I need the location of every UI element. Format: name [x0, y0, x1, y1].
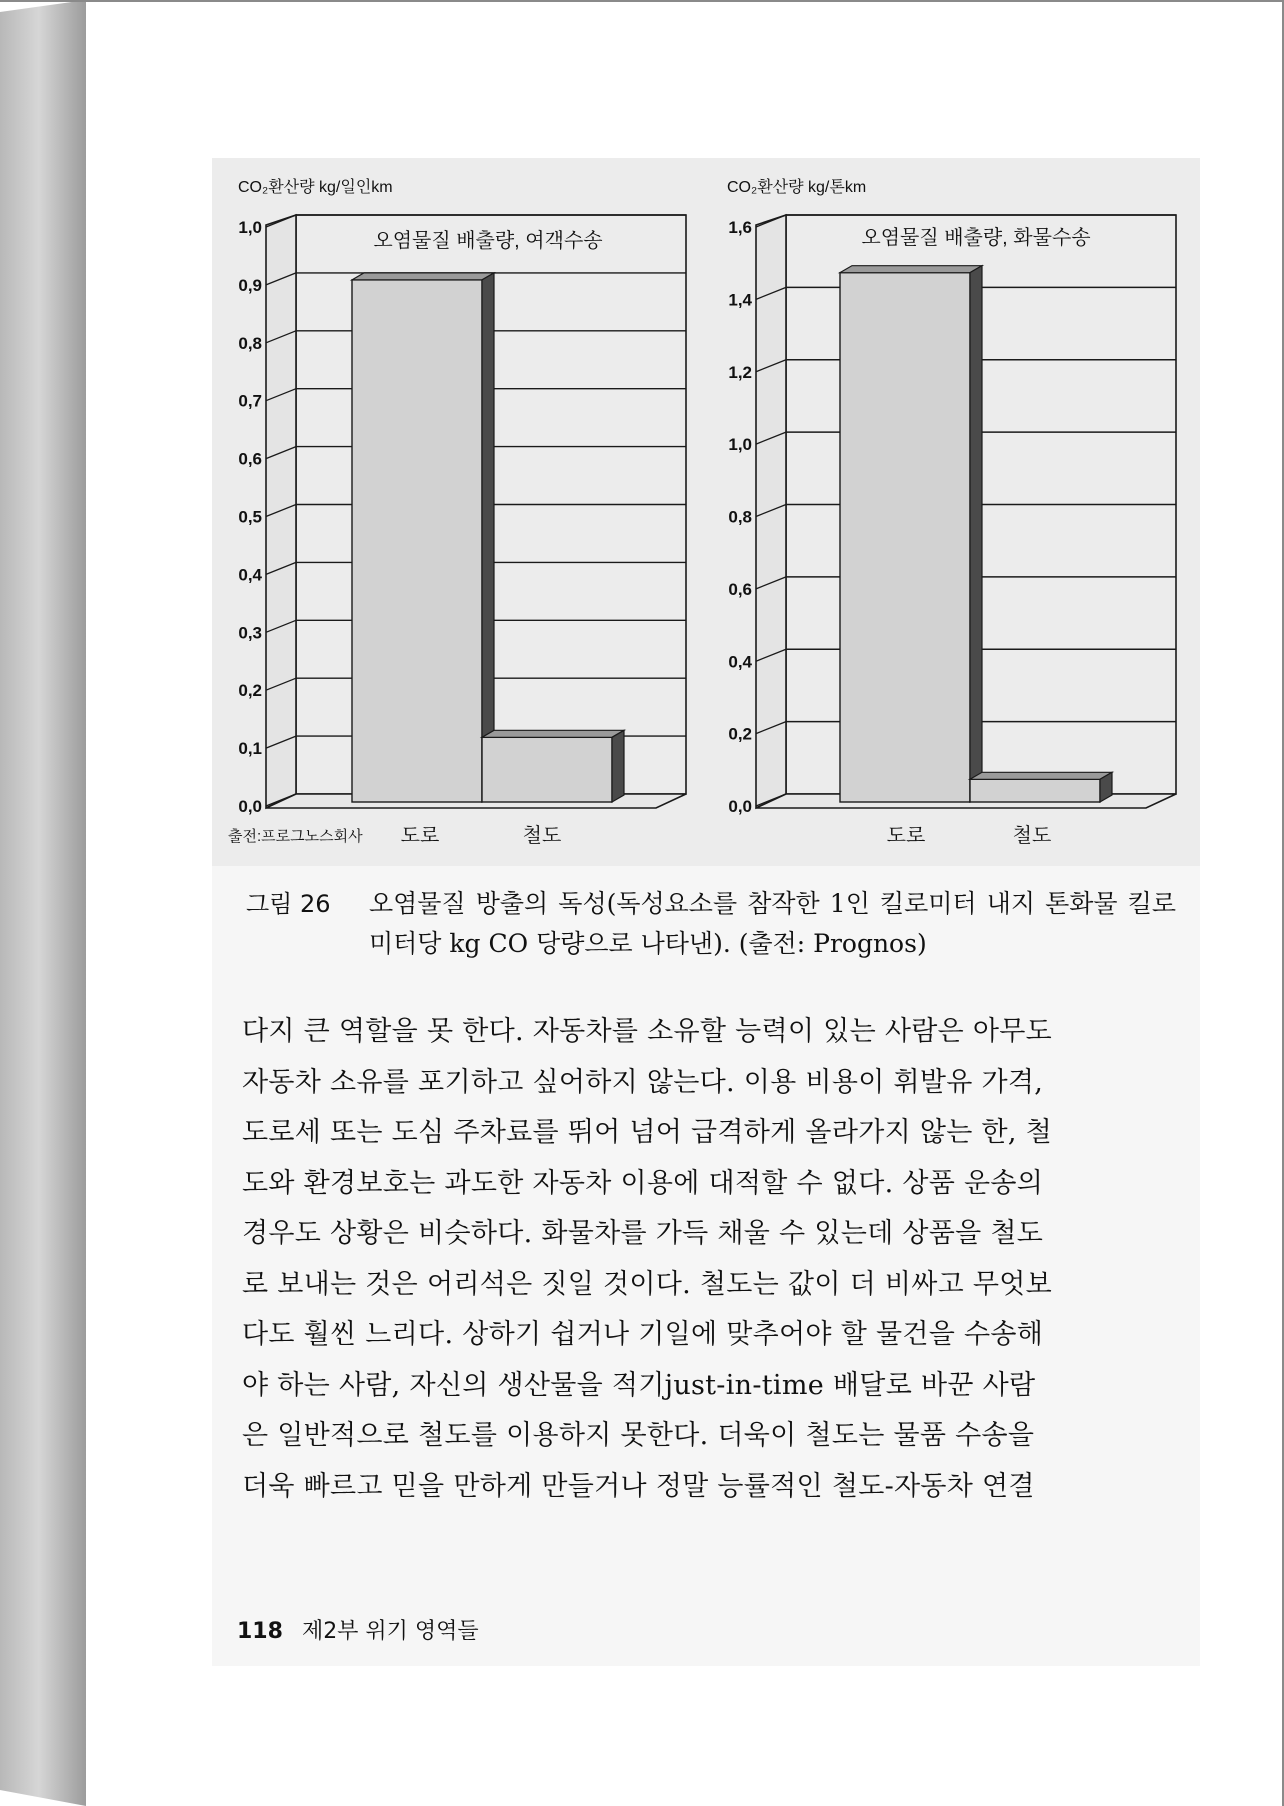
y-tick-label: 0,4: [238, 565, 262, 585]
x-category-label: 도로: [400, 825, 440, 847]
y-tick-label: 0,6: [728, 579, 752, 599]
body-line: 도로세 또는 도심 주차료를 뛰어 넘어 급격하게 올라가지 않는 한, 철: [242, 1117, 1053, 1148]
bar-도로: [352, 280, 482, 802]
bar-top-face: [970, 772, 1112, 779]
section-title: 제2부 위기 영역들: [301, 1619, 479, 1644]
y-tick-label: 0,7: [238, 391, 262, 411]
y-tick-label: 1,6: [728, 218, 752, 237]
y-axis-label: CO₂환산량 kg/일인km: [238, 179, 393, 196]
page-number: 118: [237, 1619, 283, 1644]
body-paragraph: [242, 1007, 1160, 1512]
freight-chart: [756, 215, 1176, 808]
y-tick-label: 1,0: [728, 435, 752, 455]
body-line: 야 하는 사람, 자신의 생산물을 적기just-in-time 배달로 바꾼 사람: [242, 1369, 1036, 1401]
bar-top-face: [840, 266, 982, 273]
bar-top-face: [352, 273, 494, 280]
y-tick-label: 1,0: [238, 218, 262, 237]
y-tick-label: 0,0: [728, 797, 752, 816]
y-tick-label: 0,5: [238, 507, 262, 527]
chart-title: 오염물질 배출량, 화물수송: [861, 227, 1091, 249]
body-line: 도와 환경보호는 과도한 자동차 이용에 대적할 수 없다. 상품 운송의: [242, 1167, 1044, 1199]
bar-철도: [970, 779, 1100, 802]
page-footer: [237, 1614, 479, 1645]
bar-도로: [840, 273, 970, 802]
x-category-label: 철도: [1012, 825, 1052, 847]
caption-text: 오염물질 방출의 독성(독성요소를 참작한 1인 킬로미터 내지 톤화물 킬로미터당 kg CO 당량으로 나타낸). (출전: Prognos): [369, 889, 1176, 958]
y-tick-label: 0,2: [728, 724, 752, 744]
body-line: 더욱 빠르고 믿을 만하게 만들거나 정말 능률적인 철도-자동차 연결: [242, 1470, 1035, 1502]
source-note: 출전:프로그노스회사: [228, 828, 363, 845]
y-tick-label: 0,2: [238, 681, 262, 701]
y-tick-label: 1,4: [728, 290, 752, 310]
x-category-label: 도로: [886, 825, 926, 847]
y-tick-label: 0,4: [728, 652, 752, 672]
body-line: 자동차 소유를 포기하고 싶어하지 않는다. 이용 비용이 휘발유 가격,: [242, 1066, 1044, 1098]
y-tick-label: 0,1: [238, 739, 262, 759]
body-line: 로 보내는 것은 어리석은 짓일 것이다. 철도는 값이 더 비싸고 무엇보: [242, 1268, 1053, 1300]
y-tick-label: 0,6: [238, 449, 262, 469]
bar-side-face: [970, 266, 982, 802]
figure-caption: [246, 884, 1176, 964]
body-line: 다도 훨씬 느리다. 상하기 쉽거나 기일에 맞추어야 할 물건을 수송해: [242, 1319, 1044, 1350]
body-line: 경우도 상황은 비슷하다. 화물차를 가득 채울 수 있는데 상품을 철도: [242, 1218, 1044, 1249]
bar-side-face: [482, 273, 494, 802]
y-tick-label: 1,2: [728, 362, 752, 382]
bar-side-face: [612, 730, 624, 802]
body-line: 다지 큰 역할을 못 한다. 자동차를 소유할 능력이 있는 사람은 아무도: [242, 1016, 1053, 1047]
chart-side-wall: [756, 215, 786, 808]
bar-철도: [482, 737, 612, 802]
chart-side-wall: [266, 215, 296, 808]
caption-label: 그림 26: [246, 890, 331, 918]
x-category-label: 철도: [522, 825, 562, 847]
passenger-chart: [266, 215, 686, 808]
chart-title: 오염물질 배출량, 여객수송: [373, 230, 603, 252]
y-tick-label: 0,8: [238, 333, 262, 353]
body-line: 은 일반적으로 철도를 이용하지 못한다. 더욱이 철도는 물품 수송을: [242, 1420, 1035, 1451]
y-tick-label: 0,8: [728, 507, 752, 527]
y-tick-label: 0,0: [238, 797, 262, 816]
y-tick-label: 0,3: [238, 623, 262, 643]
y-tick-label: 0,9: [238, 275, 262, 295]
y-axis-label: CO₂환산량 kg/톤km: [727, 179, 867, 196]
bar-top-face: [482, 730, 624, 737]
